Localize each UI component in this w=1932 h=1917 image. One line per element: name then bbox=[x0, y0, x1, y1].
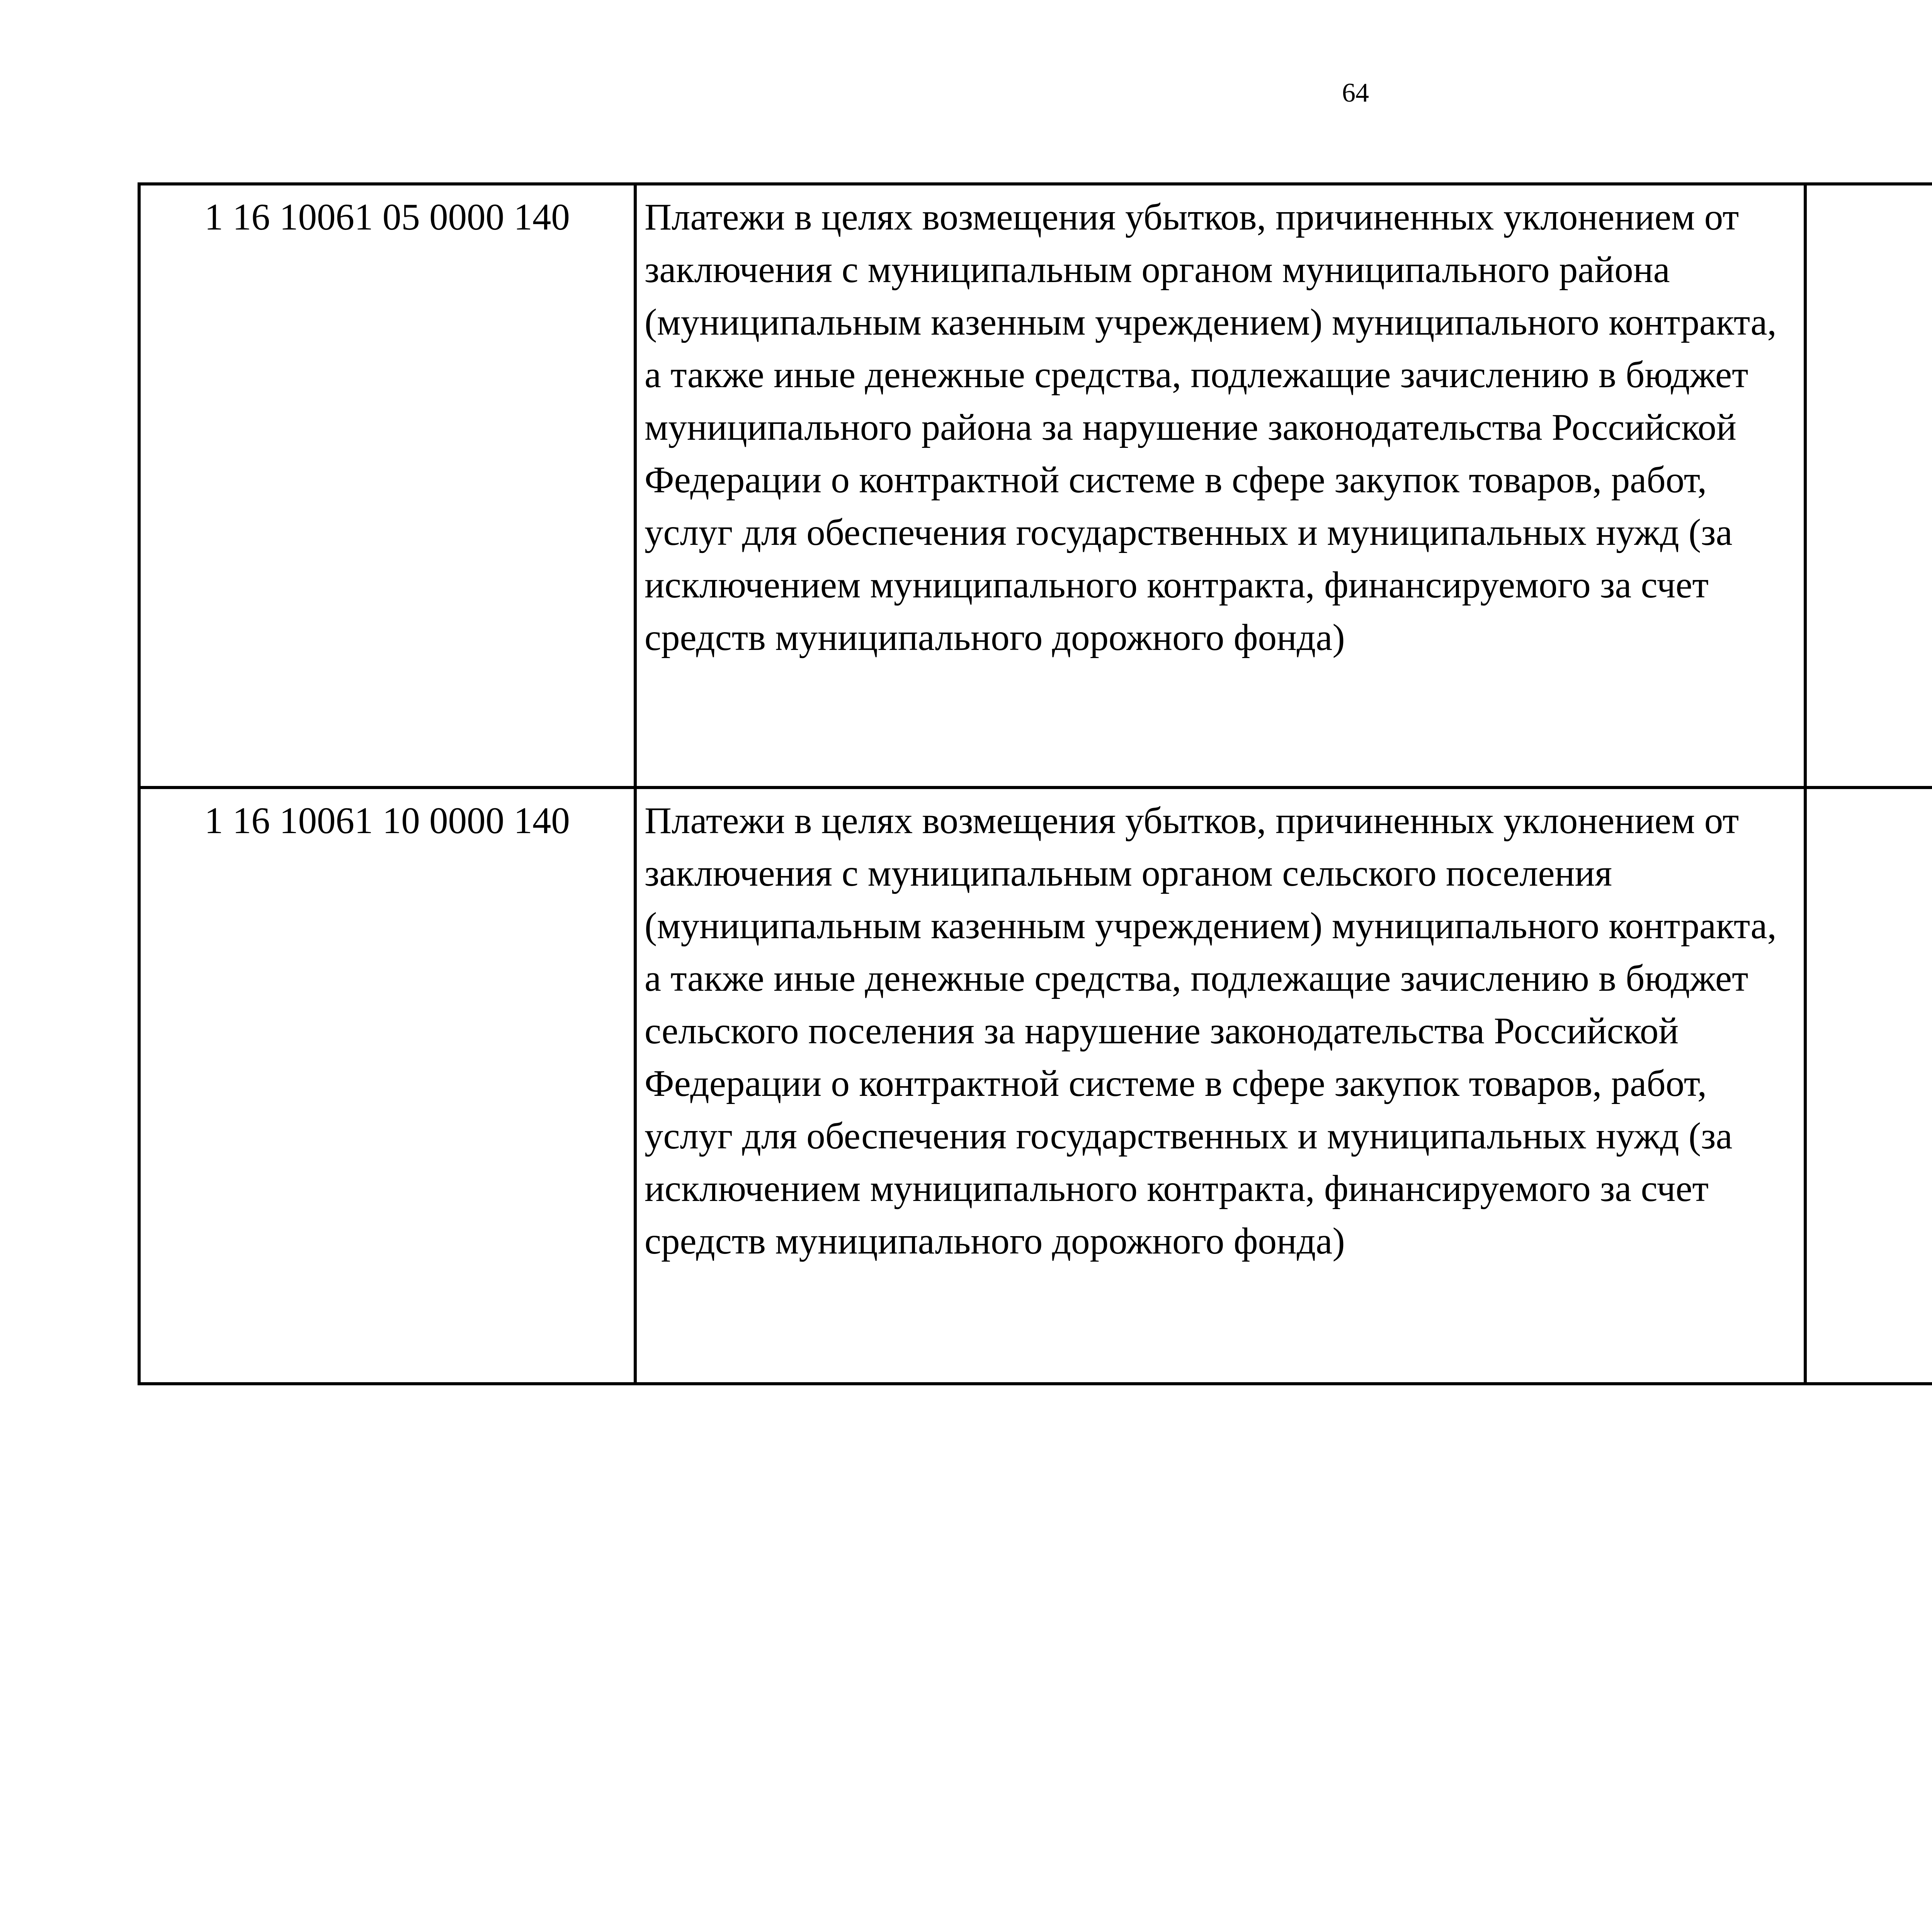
value-cell bbox=[1805, 184, 1932, 788]
table-row bbox=[139, 788, 1932, 1384]
budget-classification-code: 1 16 10061 05 0000 140 bbox=[139, 184, 635, 788]
table-row bbox=[139, 184, 1932, 788]
budget-classification-code: 1 16 10061 10 0000 140 bbox=[139, 788, 635, 1384]
value-cell bbox=[1805, 788, 1932, 1384]
revenue-name: Платежи в целях возмещения убытков, причиненных уклонением от заключения с муниципальным органом сельского поселения (муниципальным казенным учреждением) муниципального контракта, а также иные денежные средства, подлежащие зачислению в бюджет сельского поселения за нарушение законодательства Российской Федерации о контрактной системе в сфере закупок товаров, работ, услуг для обеспечения государственных и муниципальных нужд (за исключением муниципального контракта, финансируемого за счет средств муниципального дорожного фонда) bbox=[635, 788, 1805, 1384]
page-number: 64 bbox=[1342, 78, 1369, 108]
revenue-name: Платежи в целях возмещения убытков, причиненных уклонением от заключения с муниципальным органом муниципального района (муниципальным казенным учреждением) муниципального контракта, а также иные денежные средства, подлежащие зачислению в бюджет муниципального района за нарушение законодательства Российской Федерации о контрактной системе в сфере закупок товаров, работ, услуг для обеспечения государственных и муниципальных нужд (за исключением муниципального контракта, финансируемого за счет средств муниципального дорожного фонда) bbox=[635, 184, 1805, 788]
revenue-distribution-table bbox=[138, 182, 1932, 1385]
